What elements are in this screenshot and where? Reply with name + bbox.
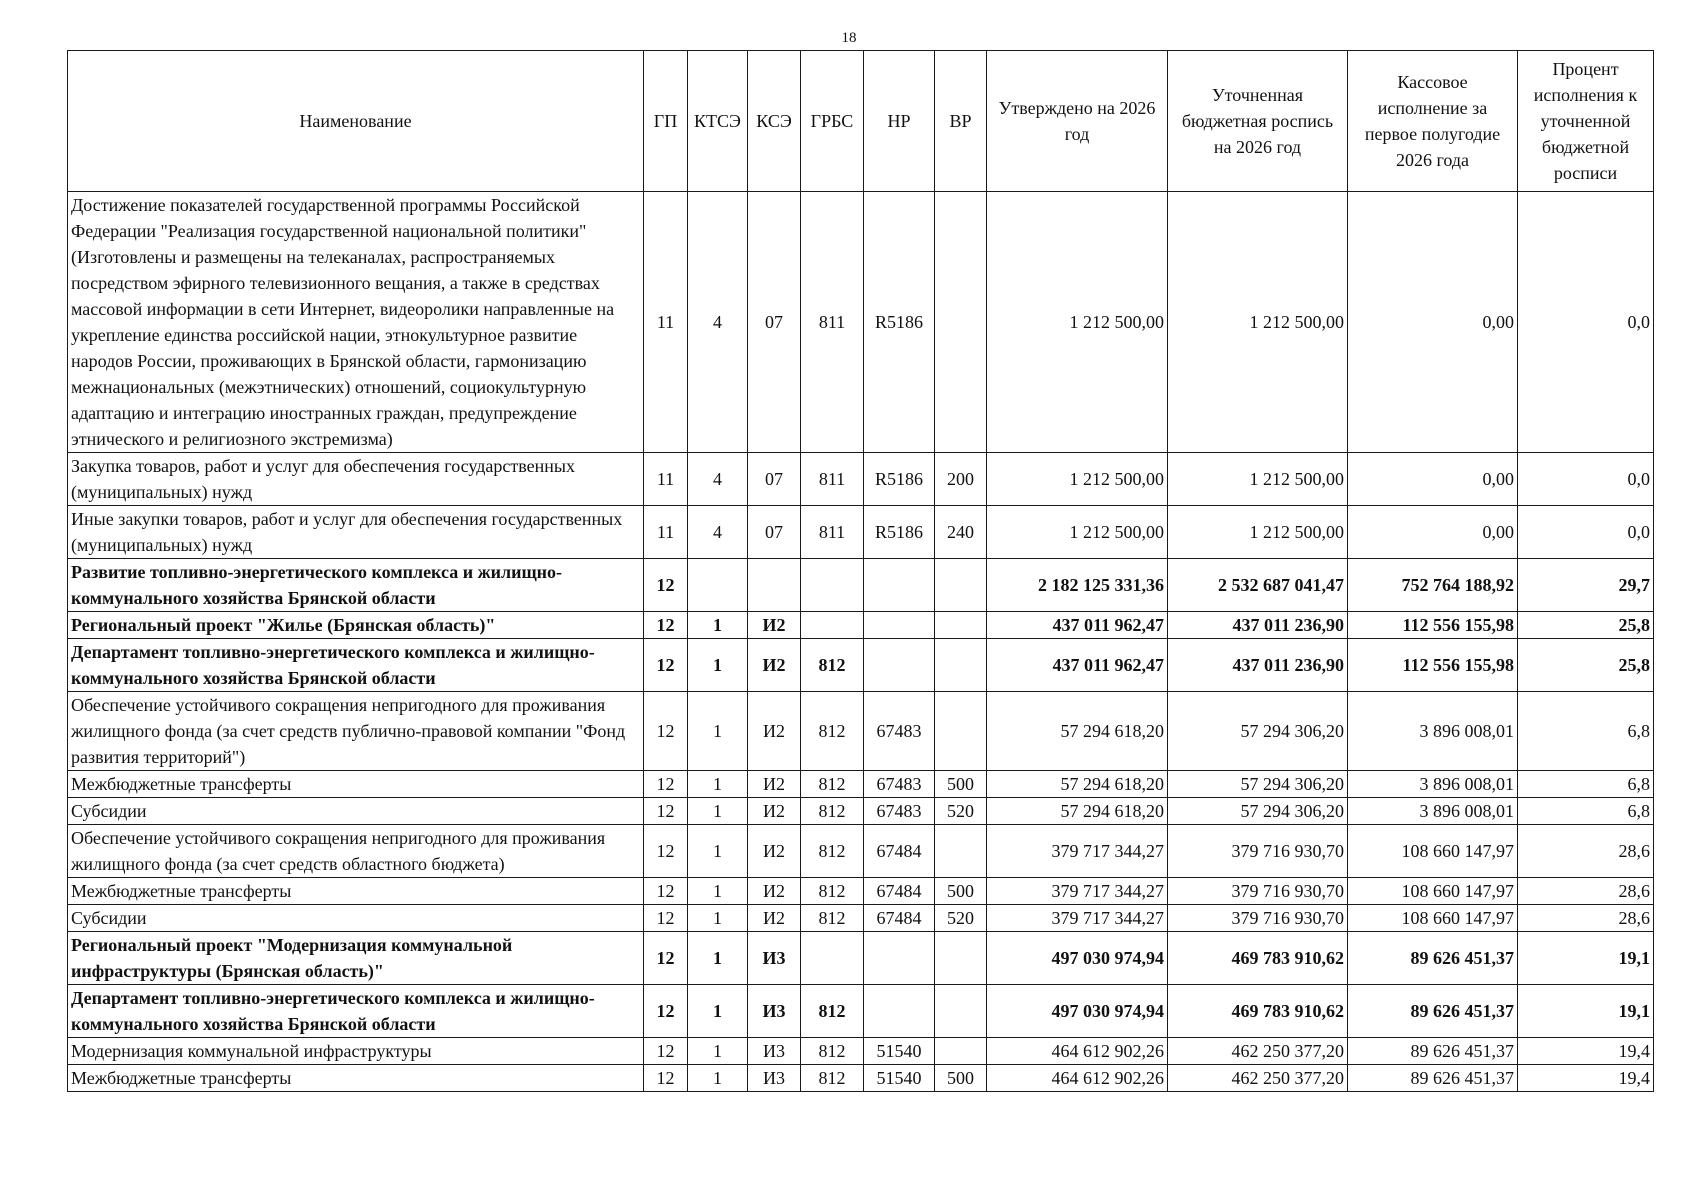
- cell-percent: 0,0: [1518, 192, 1654, 453]
- cell-kse: 07: [748, 506, 801, 559]
- table-row: [68, 192, 1654, 453]
- cell-nr: 67484: [864, 825, 935, 878]
- cell-name: Департамент топливно-энергетического комплекса и жилищно-коммунального хозяйства Брянской области: [68, 639, 644, 692]
- cell-cash: 0,00: [1348, 453, 1518, 506]
- cell-ktse: 1: [688, 612, 748, 639]
- cell-grbs: 811: [801, 192, 864, 453]
- cell-grbs: 812: [801, 1065, 864, 1092]
- cell-approved: 379 717 344,27: [987, 825, 1168, 878]
- cell-name: Иные закупки товаров, работ и услуг для обеспечения государственных (муниципальных) нужд: [68, 506, 644, 559]
- header-nr: НР: [864, 51, 935, 192]
- cell-gp: 12: [644, 932, 688, 985]
- cell-name: Обеспечение устойчивого сокращения непригодного для проживания жилищного фонда (за счет средств областного бюджета): [68, 825, 644, 878]
- header-gp: ГП: [644, 51, 688, 192]
- cell-grbs: [801, 559, 864, 612]
- cell-approved: 379 717 344,27: [987, 905, 1168, 932]
- cell-percent: 19,4: [1518, 1065, 1654, 1092]
- cell-nr: 67484: [864, 905, 935, 932]
- table-row: [68, 612, 1654, 639]
- cell-vr: [935, 612, 987, 639]
- cell-gp: 12: [644, 1065, 688, 1092]
- cell-percent: 28,6: [1518, 878, 1654, 905]
- header-cash: Кассовое исполнение за первое полугодие 2026 года: [1348, 51, 1518, 192]
- cell-refined: 57 294 306,20: [1168, 692, 1348, 771]
- cell-kse: И3: [748, 985, 801, 1038]
- cell-cash: 3 896 008,01: [1348, 692, 1518, 771]
- table-row: [68, 825, 1654, 878]
- cell-name: Межбюджетные трансферты: [68, 771, 644, 798]
- cell-refined: 57 294 306,20: [1168, 771, 1348, 798]
- header-refined: Уточненная бюджетная роспись на 2026 год: [1168, 51, 1348, 192]
- cell-refined: 437 011 236,90: [1168, 612, 1348, 639]
- cell-name: Закупка товаров, работ и услуг для обеспечения государственных (муниципальных) нужд: [68, 453, 644, 506]
- header-grbs: ГРБС: [801, 51, 864, 192]
- table-body: [68, 192, 1654, 1092]
- cell-refined: 462 250 377,20: [1168, 1065, 1348, 1092]
- cell-gp: 12: [644, 905, 688, 932]
- cell-refined: 379 716 930,70: [1168, 905, 1348, 932]
- table-row: [68, 1065, 1654, 1092]
- cell-nr: R5186: [864, 453, 935, 506]
- cell-cash: 112 556 155,98: [1348, 639, 1518, 692]
- cell-cash: 108 660 147,97: [1348, 878, 1518, 905]
- cell-ktse: [688, 559, 748, 612]
- cell-refined: 462 250 377,20: [1168, 1038, 1348, 1065]
- cell-vr: 240: [935, 506, 987, 559]
- header-row: [68, 51, 1654, 192]
- cell-refined: 469 783 910,62: [1168, 985, 1348, 1038]
- cell-nr: [864, 612, 935, 639]
- cell-gp: 11: [644, 506, 688, 559]
- cell-name: Субсидии: [68, 905, 644, 932]
- cell-percent: 28,6: [1518, 825, 1654, 878]
- cell-kse: И2: [748, 825, 801, 878]
- cell-kse: 07: [748, 192, 801, 453]
- cell-vr: 500: [935, 771, 987, 798]
- cell-vr: [935, 825, 987, 878]
- cell-ktse: 4: [688, 506, 748, 559]
- cell-vr: [935, 1038, 987, 1065]
- cell-ktse: 4: [688, 192, 748, 453]
- table-row: [68, 905, 1654, 932]
- cell-refined: 379 716 930,70: [1168, 878, 1348, 905]
- cell-percent: 19,1: [1518, 932, 1654, 985]
- cell-ktse: 1: [688, 1065, 748, 1092]
- cell-nr: 67483: [864, 798, 935, 825]
- cell-cash: 108 660 147,97: [1348, 825, 1518, 878]
- cell-name: Департамент топливно-энергетического комплекса и жилищно-коммунального хозяйства Брянской области: [68, 985, 644, 1038]
- cell-cash: 89 626 451,37: [1348, 1065, 1518, 1092]
- cell-kse: 07: [748, 453, 801, 506]
- cell-ktse: 1: [688, 932, 748, 985]
- header-name: Наименование: [68, 51, 644, 192]
- cell-gp: 12: [644, 639, 688, 692]
- budget-table: [67, 50, 1654, 1092]
- cell-grbs: 812: [801, 1038, 864, 1065]
- cell-grbs: 812: [801, 985, 864, 1038]
- cell-grbs: 812: [801, 798, 864, 825]
- cell-cash: 89 626 451,37: [1348, 985, 1518, 1038]
- cell-approved: 57 294 618,20: [987, 798, 1168, 825]
- cell-grbs: 811: [801, 453, 864, 506]
- cell-nr: R5186: [864, 506, 935, 559]
- cell-approved: 1 212 500,00: [987, 506, 1168, 559]
- cell-cash: 89 626 451,37: [1348, 1038, 1518, 1065]
- cell-grbs: 812: [801, 692, 864, 771]
- cell-approved: 1 212 500,00: [987, 453, 1168, 506]
- table-row: [68, 985, 1654, 1038]
- cell-percent: 0,0: [1518, 453, 1654, 506]
- cell-approved: 57 294 618,20: [987, 771, 1168, 798]
- cell-gp: 12: [644, 825, 688, 878]
- cell-cash: 89 626 451,37: [1348, 932, 1518, 985]
- cell-vr: [935, 932, 987, 985]
- cell-cash: 752 764 188,92: [1348, 559, 1518, 612]
- cell-name: Региональный проект "Жилье (Брянская область)": [68, 612, 644, 639]
- cell-kse: И2: [748, 905, 801, 932]
- cell-cash: 0,00: [1348, 192, 1518, 453]
- cell-approved: 57 294 618,20: [987, 692, 1168, 771]
- cell-vr: 500: [935, 878, 987, 905]
- cell-grbs: 812: [801, 771, 864, 798]
- table-row: [68, 453, 1654, 506]
- cell-nr: [864, 932, 935, 985]
- cell-approved: 497 030 974,94: [987, 985, 1168, 1038]
- cell-refined: 57 294 306,20: [1168, 798, 1348, 825]
- cell-grbs: 811: [801, 506, 864, 559]
- header-approved: Утверждено на 2026 год: [987, 51, 1168, 192]
- cell-percent: 28,6: [1518, 905, 1654, 932]
- cell-approved: 437 011 962,47: [987, 639, 1168, 692]
- cell-vr: [935, 192, 987, 453]
- cell-nr: 67483: [864, 771, 935, 798]
- cell-gp: 12: [644, 1038, 688, 1065]
- cell-nr: 51540: [864, 1065, 935, 1092]
- cell-refined: 379 716 930,70: [1168, 825, 1348, 878]
- cell-gp: 12: [644, 612, 688, 639]
- cell-gp: 12: [644, 985, 688, 1038]
- cell-name: Межбюджетные трансферты: [68, 878, 644, 905]
- table-row: [68, 932, 1654, 985]
- cell-refined: 1 212 500,00: [1168, 453, 1348, 506]
- cell-approved: 2 182 125 331,36: [987, 559, 1168, 612]
- cell-percent: 19,1: [1518, 985, 1654, 1038]
- cell-nr: 51540: [864, 1038, 935, 1065]
- cell-refined: 1 212 500,00: [1168, 506, 1348, 559]
- cell-nr: [864, 559, 935, 612]
- cell-gp: 12: [644, 559, 688, 612]
- cell-cash: 3 896 008,01: [1348, 798, 1518, 825]
- cell-vr: [935, 559, 987, 612]
- cell-grbs: [801, 932, 864, 985]
- header-ktse: КТСЭ: [688, 51, 748, 192]
- header-percent: Процент исполнения к уточненной бюджетной росписи: [1518, 51, 1654, 192]
- cell-cash: 112 556 155,98: [1348, 612, 1518, 639]
- table-row: [68, 1038, 1654, 1065]
- cell-vr: [935, 639, 987, 692]
- cell-name: Межбюджетные трансферты: [68, 1065, 644, 1092]
- cell-cash: 0,00: [1348, 506, 1518, 559]
- cell-kse: И3: [748, 1038, 801, 1065]
- cell-kse: И2: [748, 639, 801, 692]
- cell-grbs: [801, 612, 864, 639]
- cell-ktse: 1: [688, 798, 748, 825]
- cell-kse: И2: [748, 878, 801, 905]
- cell-grbs: 812: [801, 639, 864, 692]
- table-row: [68, 506, 1654, 559]
- cell-percent: 6,8: [1518, 798, 1654, 825]
- cell-percent: 6,8: [1518, 771, 1654, 798]
- cell-name: Модернизация коммунальной инфраструктуры: [68, 1038, 644, 1065]
- cell-gp: 11: [644, 453, 688, 506]
- cell-grbs: 812: [801, 825, 864, 878]
- cell-ktse: 1: [688, 771, 748, 798]
- cell-ktse: 1: [688, 825, 748, 878]
- cell-ktse: 1: [688, 985, 748, 1038]
- cell-nr: [864, 985, 935, 1038]
- cell-approved: 464 612 902,26: [987, 1065, 1168, 1092]
- cell-name: Обеспечение устойчивого сокращения непригодного для проживания жилищного фонда (за счет средств публично-правовой компании "Фонд развития территорий"): [68, 692, 644, 771]
- cell-refined: 2 532 687 041,47: [1168, 559, 1348, 612]
- cell-ktse: 1: [688, 639, 748, 692]
- cell-vr: 520: [935, 798, 987, 825]
- table-row: [68, 692, 1654, 771]
- cell-gp: 12: [644, 798, 688, 825]
- cell-cash: 3 896 008,01: [1348, 771, 1518, 798]
- cell-name: Региональный проект "Модернизация коммунальной инфраструктуры (Брянская область)": [68, 932, 644, 985]
- cell-vr: [935, 985, 987, 1038]
- cell-refined: 1 212 500,00: [1168, 192, 1348, 453]
- table-row: [68, 878, 1654, 905]
- cell-grbs: 812: [801, 905, 864, 932]
- cell-kse: [748, 559, 801, 612]
- header-vr: ВР: [935, 51, 987, 192]
- cell-name: Развитие топливно-энергетического комплекса и жилищно-коммунального хозяйства Брянской области: [68, 559, 644, 612]
- cell-approved: 379 717 344,27: [987, 878, 1168, 905]
- cell-nr: 67484: [864, 878, 935, 905]
- cell-gp: 12: [644, 692, 688, 771]
- cell-vr: 500: [935, 1065, 987, 1092]
- cell-kse: И2: [748, 798, 801, 825]
- cell-vr: 200: [935, 453, 987, 506]
- cell-ktse: 1: [688, 905, 748, 932]
- cell-vr: 520: [935, 905, 987, 932]
- cell-ktse: 1: [688, 692, 748, 771]
- table-row: [68, 639, 1654, 692]
- cell-approved: 464 612 902,26: [987, 1038, 1168, 1065]
- cell-refined: 437 011 236,90: [1168, 639, 1348, 692]
- cell-nr: R5186: [864, 192, 935, 453]
- cell-percent: 19,4: [1518, 1038, 1654, 1065]
- cell-ktse: 1: [688, 1038, 748, 1065]
- cell-vr: [935, 692, 987, 771]
- cell-refined: 469 783 910,62: [1168, 932, 1348, 985]
- cell-kse: И3: [748, 1065, 801, 1092]
- cell-kse: И2: [748, 771, 801, 798]
- cell-percent: 0,0: [1518, 506, 1654, 559]
- table-row: [68, 771, 1654, 798]
- cell-ktse: 1: [688, 878, 748, 905]
- cell-name: Субсидии: [68, 798, 644, 825]
- cell-gp: 11: [644, 192, 688, 453]
- cell-ktse: 4: [688, 453, 748, 506]
- table-row: [68, 798, 1654, 825]
- cell-approved: 437 011 962,47: [987, 612, 1168, 639]
- cell-approved: 497 030 974,94: [987, 932, 1168, 985]
- cell-kse: И2: [748, 612, 801, 639]
- cell-gp: 12: [644, 878, 688, 905]
- cell-percent: 29,7: [1518, 559, 1654, 612]
- cell-percent: 25,8: [1518, 612, 1654, 639]
- page-number: 18: [841, 30, 857, 46]
- cell-gp: 12: [644, 771, 688, 798]
- cell-cash: 108 660 147,97: [1348, 905, 1518, 932]
- cell-nr: [864, 639, 935, 692]
- cell-approved: 1 212 500,00: [987, 192, 1168, 453]
- cell-kse: И2: [748, 692, 801, 771]
- cell-kse: И3: [748, 932, 801, 985]
- cell-grbs: 812: [801, 878, 864, 905]
- cell-percent: 25,8: [1518, 639, 1654, 692]
- cell-name: Достижение показателей государственной программы Российской Федерации "Реализация государственной национальной политики" (Изготовлены и размещены на телеканалах, распространяемых посредством эфирного телевизионного вещания, а также в средствах массовой информации в сети Интернет, видеоролики направленные на укрепление единства российской нации, этнокультурное развитие народов России, проживающих в Брянской области, гармонизацию межнациональных (межэтнических) отношений, социокультурную адаптацию и интеграцию иностранных граждан, предупреждение этнического и религиозного экстремизма): [68, 192, 644, 453]
- header-kse: КСЭ: [748, 51, 801, 192]
- table-row: [68, 559, 1654, 612]
- cell-nr: 67483: [864, 692, 935, 771]
- cell-percent: 6,8: [1518, 692, 1654, 771]
